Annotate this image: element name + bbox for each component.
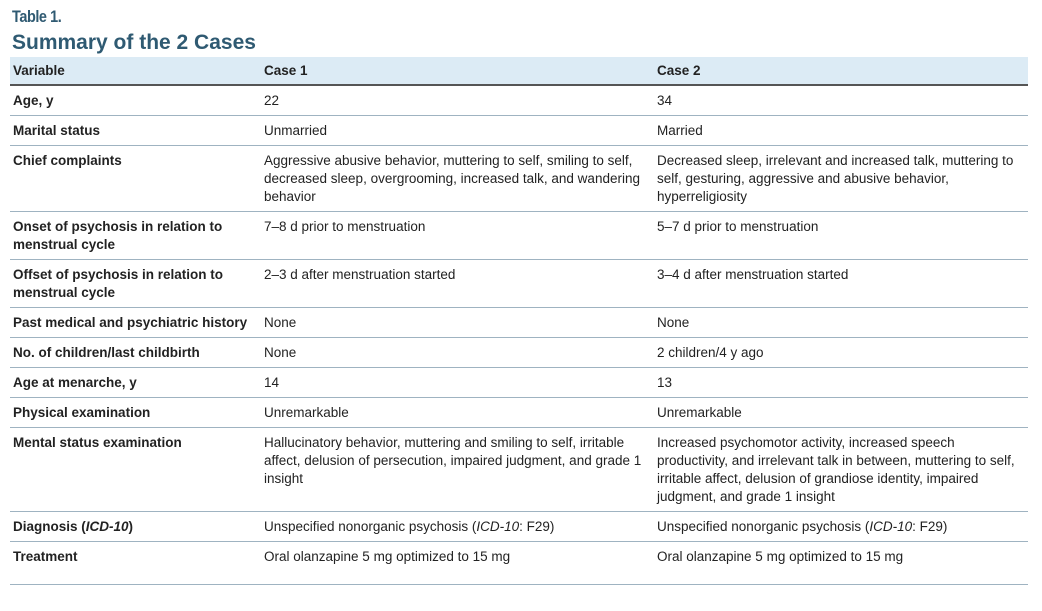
cell-variable: Chief complaints xyxy=(10,146,261,212)
header-row xyxy=(10,57,1028,85)
table-row xyxy=(10,428,1028,512)
table-label: Table 1. xyxy=(12,7,62,26)
cell-case2: 5–7 d prior to menstruation xyxy=(654,212,1028,260)
cell-case2: Increased psychomotor activity, increased speech productivity, and irrelevant talk in between, muttering to self, irritable affect, delusion of grandiose identity, impaired judgment, and grade 1 insight xyxy=(654,428,1028,512)
header-case1: Case 1 xyxy=(261,57,654,85)
table-title: Summary of the 2 Cases xyxy=(12,31,256,54)
cell-text-em: ICD-10 xyxy=(869,519,913,534)
cell-case1 xyxy=(261,512,654,542)
cell-case2: None xyxy=(654,308,1028,338)
table-row xyxy=(10,308,1028,338)
cell-variable xyxy=(10,512,261,542)
table-row xyxy=(10,116,1028,146)
cell-case2: 3–4 d after menstruation started xyxy=(654,260,1028,308)
table-row xyxy=(10,85,1028,116)
table-row xyxy=(10,212,1028,260)
table-row xyxy=(10,398,1028,428)
header-variable: Variable xyxy=(10,57,261,85)
table-row xyxy=(10,368,1028,398)
cell-variable: Treatment xyxy=(10,542,261,585)
cell-case2: 2 children/4 y ago xyxy=(654,338,1028,368)
cell-case1: Unremarkable xyxy=(261,398,654,428)
table-row xyxy=(10,260,1028,308)
cell-text-post: : F29) xyxy=(519,519,555,534)
cell-case2: 34 xyxy=(654,85,1028,116)
cell-variable: Marital status xyxy=(10,116,261,146)
cell-text-em: ICD-10 xyxy=(85,519,129,534)
cell-case1: 22 xyxy=(261,85,654,116)
table-row xyxy=(10,338,1028,368)
cell-case2 xyxy=(654,512,1028,542)
cell-case1: 7–8 d prior to menstruation xyxy=(261,212,654,260)
cell-variable: Physical examination xyxy=(10,398,261,428)
cell-text-post: ) xyxy=(128,519,134,534)
cell-text-pre: Unspecified nonorganic psychosis ( xyxy=(657,519,870,534)
cell-case2: 13 xyxy=(654,368,1028,398)
table-container xyxy=(12,0,1030,585)
cell-case2: Married xyxy=(654,116,1028,146)
summary-table xyxy=(10,57,1028,585)
cell-variable: Age, y xyxy=(10,85,261,116)
cell-case2: Oral olanzapine 5 mg optimized to 15 mg xyxy=(654,542,1028,585)
cell-case1: Aggressive abusive behavior, muttering to self, smiling to self, decreased sleep, overgrooming, increased talk, and wandering behavior xyxy=(261,146,654,212)
cell-case2: Decreased sleep, irrelevant and increased talk, muttering to self, gesturing, aggressive and abusive behavior, hyperreligiosity xyxy=(654,146,1028,212)
cell-case2: Unremarkable xyxy=(654,398,1028,428)
cell-case1: 2–3 d after menstruation started xyxy=(261,260,654,308)
table-row xyxy=(10,146,1028,212)
cell-case1: None xyxy=(261,338,654,368)
cell-text-pre: Diagnosis ( xyxy=(13,519,86,534)
table-row xyxy=(10,542,1028,585)
cell-case1: None xyxy=(261,308,654,338)
cell-text-em: ICD-10 xyxy=(476,519,520,534)
cell-variable: Age at menarche, y xyxy=(10,368,261,398)
cell-case1: Oral olanzapine 5 mg optimized to 15 mg xyxy=(261,542,654,585)
cell-variable: No. of children/last childbirth xyxy=(10,338,261,368)
cell-variable: Past medical and psychiatric history xyxy=(10,308,261,338)
table-row xyxy=(10,512,1028,542)
cell-case1: Hallucinatory behavior, muttering and smiling to self, irritable affect, delusion of persecution, impaired judgment, and grade 1 insight xyxy=(261,428,654,512)
cell-case1: Unmarried xyxy=(261,116,654,146)
cell-variable: Mental status examination xyxy=(10,428,261,512)
cell-text-pre: Unspecified nonorganic psychosis ( xyxy=(264,519,477,534)
header-case2: Case 2 xyxy=(654,57,1028,85)
cell-variable: Offset of psychosis in relation to menstrual cycle xyxy=(10,260,261,308)
cell-variable: Onset of psychosis in relation to menstrual cycle xyxy=(10,212,261,260)
cell-case1: 14 xyxy=(261,368,654,398)
cell-text-post: : F29) xyxy=(912,519,948,534)
